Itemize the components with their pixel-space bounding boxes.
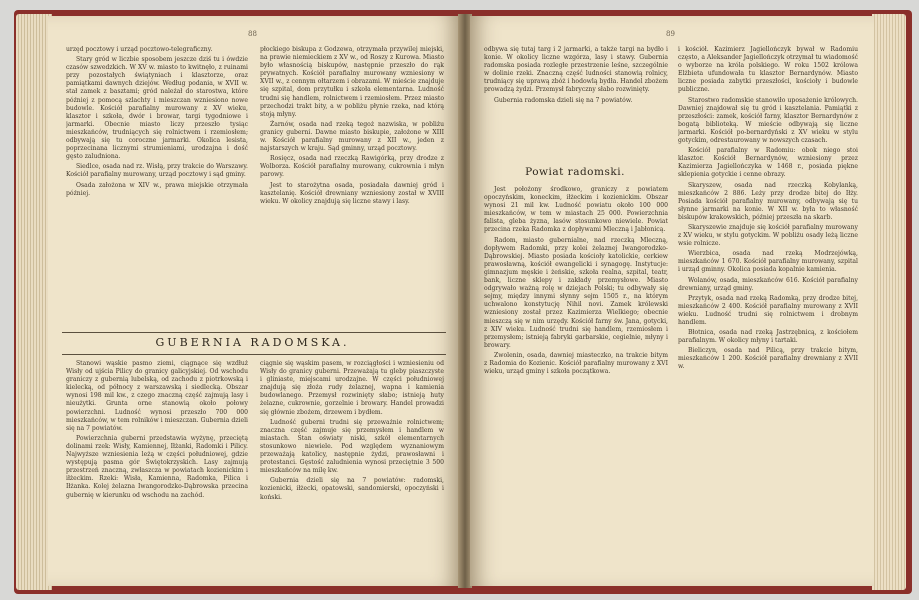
paragraph: Bieliczyn, osada nad Pilicą, przy trakcie bitym, mieszkańców 1 200. Kościół parafialny drewniany z XVII w. xyxy=(678,347,858,371)
right-col1-top xyxy=(484,46,668,152)
left-col1-bottom xyxy=(66,360,248,576)
paragraph: ciągnie się wąskim pasem, w rozciągłości i wzniesieniu od Wisły do granicy guberni. Przeważają tu gleby piaszczyste i gliniaste, miejscami urodzajne. W części południowej znajdują się złoża rudy żelaznej, wapna i kamienia budowlanego. Przemysł rozwinięty słabo; istnieją huty żelazne, cukrownie, gorzelnie i browary. Handel prowadzi się głównie zbożem, drzewem i bydłem. xyxy=(260,360,444,416)
paragraph: i kościół. Kazimierz Jagiellończyk bywał w Radomiu często, a Aleksander Jagiellończyk otrzymał tu wiadomość o wyborze na króla polskiego. W roku 1502 królowa Elżbieta ufundowała tu klasztor Bernardynów. Miasto liczne posiada zabytki przeszłości, kościoły i budowle publiczne. xyxy=(678,46,858,94)
paragraph: odbywa się tutaj targ i 2 jarmarki, a także targi na bydło i konie. W okolicy liczne wzgórza, lasy i stawy. Gubernia radomska posiada rozległe przestrzenie leśne, szczególnie w dolinie rzeki. Znaczną część ludności stanowią rolnicy, trudniący się uprawą zbóż i hodowlą bydła. Handel zbożem prowadzą żydzi. Przemysł fabryczny słabo rozwinięty. xyxy=(484,46,668,94)
paragraph: Stanowi wąskie pasmo ziemi, ciągnące się wzdłuż Wisły od ujścia Pilicy do granicy galicyjskiej. Od wschodu graniczy z gubernią lubelską, od zachodu z piotrkowską i kielecką, od północy z warszawską i siedlecką. Obszar wynosi 198 mil kw., z czego znaczną część zajmują lasy i nieużytki. Grunta orne stanowią około połowy powierzchni. Ludność wynosi przeszło 700 000 mieszkańców, w tem rolników i mieszczan. Gubernia dzieli się na 7 powiatów. xyxy=(66,360,248,432)
page-edges-left xyxy=(16,14,52,590)
left-page xyxy=(48,16,460,586)
paragraph: Zwolenin, osada, dawniej miasteczko, na trakcie bitym z Radomia do Kozienic. Kościół parafialny murowany z XVI wieku, urząd gminy i szkoła początkowa. xyxy=(484,351,668,376)
paragraph: Gubernia dzieli się na 7 powiatów: radomski, kozienicki, iłżecki, opatowski, sandomierski, opoczyński i koński. xyxy=(260,477,444,501)
paragraph: płockiego biskupa z Godzewa, otrzymała przywilej miejski, na prawie niemieckiem z XV w., od Roszy z Kurowa. Miasto było własnością biskupów, następnie przeszło do rąk prywatnych. Kościół parafialny murowany wzniesiony w XVII w., z cennym ołtarzem i obrazami. W mieście znajduje się szpital, dom przytułku i szkoła elementarna. Ludność trudni się handlem, rolnictwem i rzemiosłem. Przez miasto przechodzi trakt bity, a w pobliżu płynie rzeka, nad którą stoją młyny. xyxy=(260,46,444,118)
right-col2 xyxy=(678,46,858,578)
left-col2-top xyxy=(260,46,444,330)
paragraph: Jest położony środkowo, graniczy z powiatem opoczyńskim, koneckim, iłżeckim i kozienickim. Obszar wynosi 21 mil kw. Ludność powiatu około 100 000 mieszkańców, w tem w miastach 25 000. Powierzchnia falista, gleba żyzna, lasów stosunkowo niewiele. Powiat przecina rzeka Radomka z dopływami Mleczną i Jabłonicą. xyxy=(484,186,668,234)
paragraph: Osada założona w XIV w., prawa miejskie otrzymała później. xyxy=(66,181,248,197)
right-col1-bottom xyxy=(484,186,668,578)
paragraph: Siedlce, osada nad rz. Wisłą, przy trakcie do Warszawy. Kościół parafialny murowany, urząd pocztowy i sąd gminy. xyxy=(66,163,248,179)
left-col1-top xyxy=(66,46,248,330)
divider-rule xyxy=(62,354,446,355)
paragraph: Rosięcz, osada nad rzeczką Rawigórką, przy drodze z Wolborza. Kościół parafialny murowany, cukrownia i młyn parowy. xyxy=(260,155,444,179)
paragraph: Wierzbica, osada nad rzeką Modrzejówką, mieszkańców 1 670. Kościół parafialny murowany, szpital i urząd gminny. Okolica posiada kopalnie kamienia. xyxy=(678,250,858,274)
paragraph: Jest to starożytna osada, posiadała dawniej gród i kasztelanię. Kościół drewniany wzniesiony został w XVIII wieku. W okolicy znajdują się liczne stawy i lasy. xyxy=(260,181,444,205)
paragraph: Kościół parafialny w Radomiu: obok niego stoi klasztor. Kościół Bernardynów, wzniesiony przez Kazimierza Jagiellończyka w 1468 r., posiada piękne sklepienia gotyckie i cenne obrazy. xyxy=(678,147,858,179)
paragraph: Wolanów, osada, mieszkańców 616. Kościół parafialny drewniany, urząd gminy. xyxy=(678,276,858,292)
paragraph: urzęd pocztowy i urząd pocztowo-telegraficzny. xyxy=(66,46,213,53)
paragraph: Stary gród w liczbie sposobem jeszcze dziś tu i ówdzie czasów szwedzkich. W XV w. miasto to kwitnęło, z ruinami przy pozostałych świątyniach i klasztorze, oraz pamiątkami dawnych dziejów. Według podania, w XVII w. stał zamek z basztami; gród należał do starostwa, które później z pomocą szlachty i mieszczan wzniesiono nowe budowle. Kościół parafialny murowany z XV wieku, klasztor i szkoła, dwór i browar, targi tygodniowe i jarmarki. Obecnie miasto liczy przeszło tysiąc mieszkańców, trudniących się rolnictwem i rzemiosłem; odbywają się tu coroczne jarmarki. Okolica lesista, poprzecinana licznymi strumieniami, urodzajna i dość gęsto zaludniona. xyxy=(66,56,248,161)
section-title: Powiat radomski. xyxy=(525,166,625,178)
paragraph: Przytyk, osada nad rzeką Radomką, przy drodze bitej, mieszkańców 2 400. Kościół parafialny murowany z XVII wieku. Ludność trudni się rolnictwem i drobnym handlem. xyxy=(678,294,858,326)
page-number: 88 xyxy=(248,30,257,38)
paragraph: Skaryszew, osada nad rzeczką Kobylanką, mieszkańców 2 886. Leży przy drodze bitej do Iłży. Posiada kościół parafialny murowany, odbywają się tu słynne jarmarki na konie. W XII w. była to własność biskupów krakowskich, później przeszła na skarb. xyxy=(678,181,858,221)
paragraph: Błotnica, osada nad rzeką Jastrzębnicą, z kościołem parafialnym. W okolicy młyny i tartaki. xyxy=(678,329,858,345)
left-col2-bottom xyxy=(260,360,444,576)
right-page xyxy=(470,16,874,586)
divider-rule xyxy=(62,332,446,333)
paragraph: Radom, miasto gubernialne, nad rzeczką Mleczną, dopływem Radomki, przy kolei żelaznej Iwangorodzko-Dąbrowskiej. Miasto posiada kościoły katolickie, cerkiew prawosławną, kościół ewangelicki i synagogę. Instytucje: gimnazjum męskie i żeńskie, szkoła realna, szpital, teatr, bank, liczne sklepy i zakłady przemysłowe. Miasto odgrywało ważną rolę w dziejach Polski; tu odbywały się sejmy, między innymi słynny sejm 1505 r., na którym uchwalono konstytucję Nihil novi. Zamek królewski wzniesiony został przez Kazimierza Wielkiego; obecnie mieszczą się w nim urzędy. Kościół farny św. Jana, gotycki, z XIV wieku. Ludność trudni się handlem, rzemiosłem i przemysłem; istnieją fabryki garbarskie, cegielnie, młyny i browary. xyxy=(484,236,668,349)
page-number: 89 xyxy=(666,30,675,38)
paragraph: Gubernia radomska dzieli się na 7 powiatów. xyxy=(494,96,633,104)
paragraph: Powierzchnia guberni przedstawia wyżynę, przeciętą dolinami rzek: Wisły, Kamiennej, Iłżanki, Radomki i Pilicy. Najwyższe wzniesienia leżą w części południowej, gdzie występują pasma gór Świętokrzyskich. Lasy zajmują przestrzeń znaczną, zwłaszcza w powiatach kozienickim i iłżeckim. Rzeki: Wisła, Kamienna, Radomka, Pilica i Iłżanka. Kolej żelazna Iwangorodzko-Dąbrowska przecina gubernię w kierunku od wschodu na zachód. xyxy=(66,434,248,499)
page-edges-right xyxy=(872,14,906,590)
paragraph: Ludność guberni trudni się przeważnie rolnictwem; znaczna część zajmuje się przemysłem i handlem w miastach. Stan oświaty niski, szkół elementarnych stosunkowo niewiele. Pod względem wyznaniowym przeważają katolicy, następnie żydzi, prawosławni i protestanci. Gęstość zaludnienia wynosi przeciętnie 3 500 mieszkańców na milę kw. xyxy=(260,418,444,475)
paragraph: Żarnów, osada nad rzeką tegoż nazwiska, w pobliżu granicy guberni. Dawne miasto biskupie, założone w XIII w. Kościół parafialny murowany z XII w., jeden z najstarszych w kraju. Sąd gminny, urząd pocztowy. xyxy=(260,120,444,153)
paragraph: Skaryszewie znajduje się kościół parafialny murowany z XV wieku, w stylu gotyckim. W pobliżu osady leżą liczne wsie rolnicze. xyxy=(678,223,858,248)
section-title: GUBERNIA RADOMSKA. xyxy=(155,336,350,349)
paragraph: Starostwo radomskie stanowiło uposażenie królowych. Dawniej znajdował się tu gród i kasztelania. Pamiątki z przeszłości: zamek, kościół farny, klasztor Bernardynów z bogatą biblioteką. W mieście odbywają się liczne jarmarki. Kościół po-bernardyński z XV wieku w stylu gotyckim, odrestaurowany w nowszych czasach. xyxy=(678,96,858,145)
